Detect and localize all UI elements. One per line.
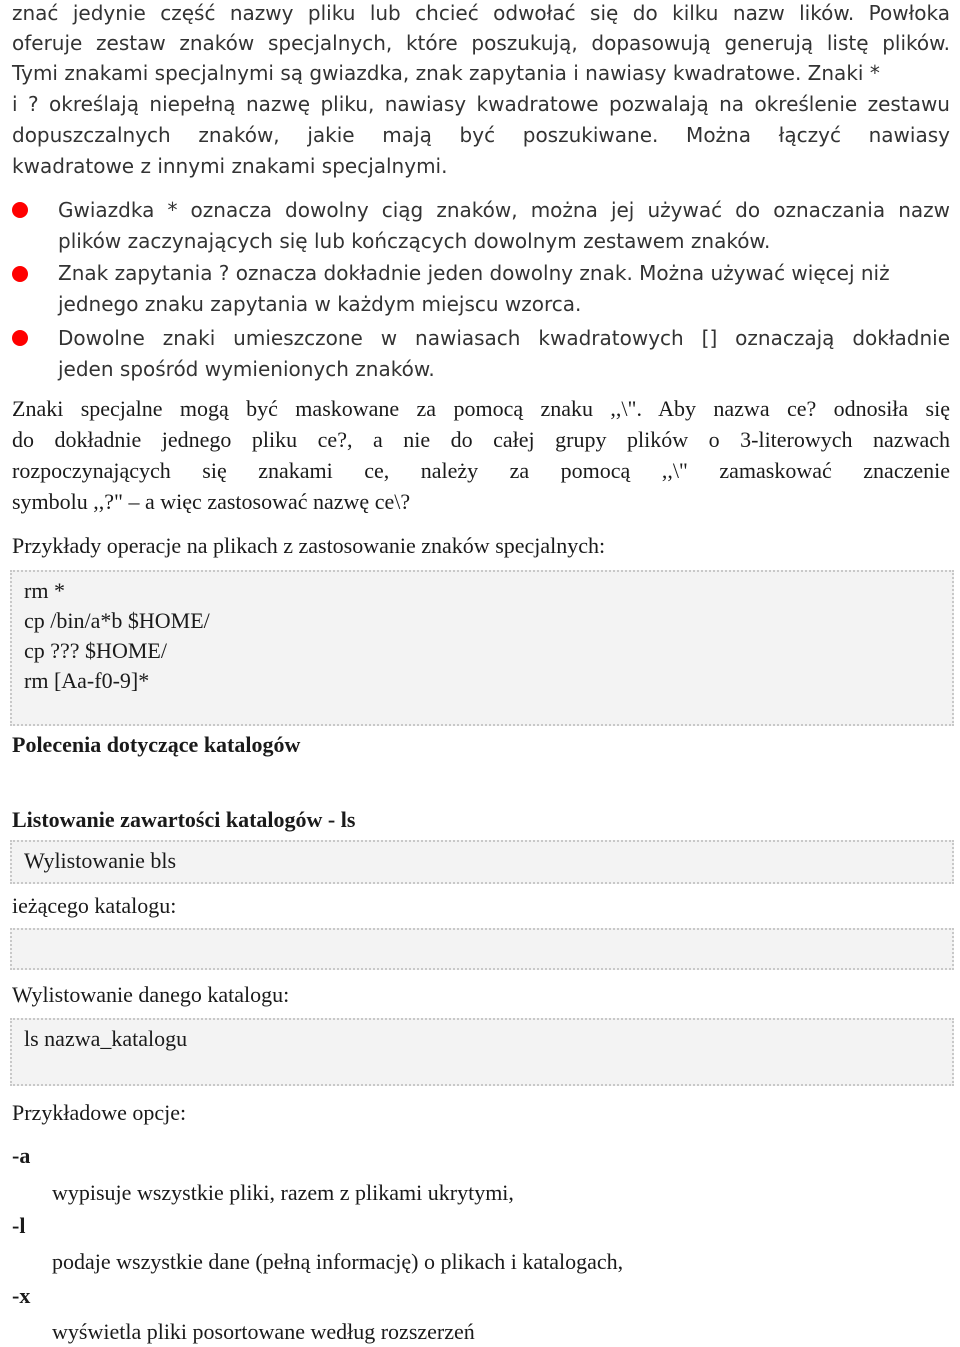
current-directory-code-block	[10, 928, 954, 970]
intro-line-4: i ? określają niepełną nazwę pliku, nawiasy kwadratowe pozwalają na określenie zestawu	[12, 92, 950, 116]
options-label: Przykładowe opcje:	[12, 1100, 187, 1125]
code-line: ls nazwa_katalogu	[24, 1026, 188, 1051]
intro-line-1: znać jedynie część nazwy pliku lub chcieć odwołać się do kilku nazw lików. Powłoka	[12, 1, 950, 25]
intro-line-3: Tymi znakami specjalnymi są gwiazdka, znak zapytania i nawiasy kwadratowe. Znaki *	[12, 61, 880, 85]
code-line: rm *	[24, 578, 65, 603]
bullet-3-line-1: Dowolne znaki umieszczone w nawiasach kwadratowych [] oznaczają dokładnie	[58, 326, 950, 350]
bullet-3-line-2: jeden spośród wymienionych znaków.	[58, 357, 435, 381]
examples-intro: Przykłady operacje na plikach z zastosowanie znaków specjalnych:	[12, 533, 606, 558]
intro-line-2: oferuje zestaw znaków specjalnych, które poszukują, dopasowują generują listę plików.	[12, 31, 950, 55]
code-line: rm [Aa-f0-9]*	[24, 668, 150, 693]
masking-line-1: Znaki specjalne mogą być maskowane za pomocą znaku ,,\". Aby nazwa ce? odnosiła się	[12, 396, 950, 421]
heading-directory-commands: Polecenia dotyczące katalogów	[12, 732, 301, 757]
listing-code-block	[10, 840, 954, 884]
bullet-1-line-1: Gwiazdka * oznacza dowolny ciąg znaków, można jej używać do oznaczania nazw	[58, 198, 950, 222]
intro-line-5: dopuszczalnych znaków, jakie mają być poszukiwane. Można łączyć nawiasy	[12, 123, 950, 147]
given-directory-code-block	[10, 1018, 954, 1086]
intro-line-6: kwadratowe z innymi znakami specjalnymi.	[12, 154, 448, 178]
bullet-2-line-1: Znak zapytania ? oznacza dokładnie jeden dowolny znak. Można używać więcej niż	[58, 261, 890, 285]
given-directory-label: Wylistowanie danego katalogu:	[12, 982, 290, 1007]
code-line: cp /bin/a*b $HOME/	[24, 608, 210, 633]
masking-line-4: symbolu ,,?" – a więc zastosować nazwę ce\?	[12, 489, 411, 514]
option-flag: -a	[12, 1143, 31, 1168]
masking-line-3: rozpoczynających się znakami ce, należy za pomocą ,,\" zamaskować znaczenie	[12, 458, 950, 483]
bullet-dot-1	[12, 202, 28, 218]
code-line: cp ??? $HOME/	[24, 638, 167, 663]
bullet-1-line-2: plików zaczynających się lub kończących dowolnym zestawem znaków.	[58, 229, 771, 253]
option-description: wyświetla pliki posortowane według rozszerzeń	[52, 1319, 475, 1344]
bullet-dot-3	[12, 330, 28, 346]
option-flag: -l	[12, 1213, 26, 1238]
option-description: wypisuje wszystkie pliki, razem z plikami ukrytymi,	[52, 1180, 514, 1205]
option-description: podaje wszystkie dane (pełną informację) o plikach i katalogach,	[52, 1249, 624, 1274]
current-directory-label: ieżącego katalogu:	[12, 893, 177, 918]
bullet-dot-2	[12, 266, 28, 282]
code-line: Wylistowanie bls	[24, 848, 177, 873]
bullet-2-line-2: jednego znaku zapytania w każdym miejscu wzorca.	[58, 292, 582, 316]
heading-ls: Listowanie zawartości katalogów - ls	[12, 807, 356, 832]
examples-code-block	[10, 570, 954, 726]
masking-line-2: do dokładnie jednego pliku ce?, a nie do całej grupy plików o 3-literowych nazwach	[12, 427, 950, 452]
option-flag: -x	[12, 1283, 31, 1308]
